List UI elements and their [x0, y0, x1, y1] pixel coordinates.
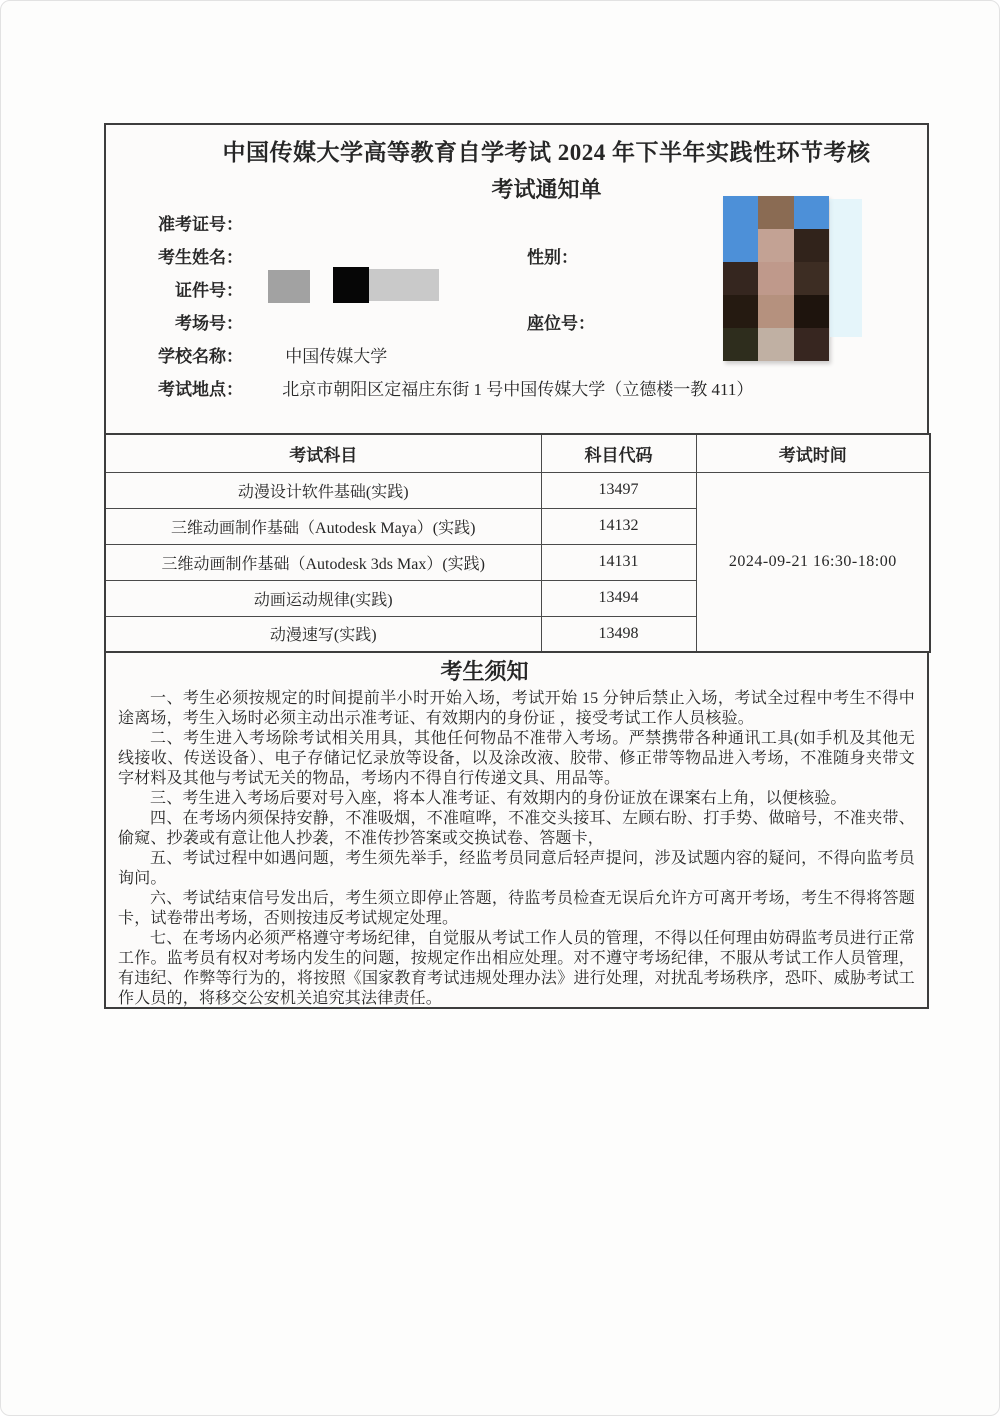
candidate-info-section: [104, 123, 929, 435]
id-no-label: 证件号：: [175, 281, 243, 300]
photo-pixel-cell: [758, 262, 793, 295]
photo-pixel-cell: [723, 328, 758, 361]
header-subject-code: 科目代码: [541, 434, 696, 472]
photo-pixel-cell: [794, 196, 829, 229]
photo-pixel-cell: [794, 229, 829, 262]
photo-pixel-cell: [723, 196, 758, 229]
photo-pixel-cell: [758, 328, 793, 361]
header-exam-subject: 考试科目: [105, 434, 541, 472]
notice-paragraph: 五、考试过程中如遇问题，考生须先举手，经监考员同意后轻声提问，涉及试题内容的疑问，不得向监考员询问。: [118, 850, 915, 887]
scan-artifact-tint: [830, 199, 862, 337]
photo-pixel-cell: [758, 196, 793, 229]
subject-cell: 三维动画制作基础（Autodesk Maya）(实践): [105, 508, 541, 544]
notice-paragraph: 一、考生必须按规定的时间提前半小时开始入场，考试开始 15 分钟后禁止入场，考试全过程中考生不得中途离场，考生入场时必须主动出示准考证、有效期内的身份证 ，接受考试工作人员核验。: [118, 690, 915, 727]
code-cell: 14131: [541, 544, 696, 580]
exam-time-cell: 2024-09-21 16:30-18:00: [696, 472, 930, 652]
notice-paragraph: 七、在考场内必须严格遵守考场纪律，自觉服从考试工作人员的管理，不得以任何理由妨碍监考员进行正常工作。监考员有权对考场内发生的问题，按规定作出相应处理。对不遵守考场纪律，不服从考试工作人员管理，有违纪、作弊等行为的，将按照《国家教育考试违规处理办法》进行处理，对扰乱考场秩序，恐吓、威胁考试工作人员的，将移交公安机关追究其法律责任。: [118, 930, 915, 1007]
redaction-box-light: [369, 269, 439, 301]
candidate-photo: [723, 196, 829, 361]
field-row-seat: [527, 309, 633, 333]
header-exam-time: 考试时间: [696, 434, 930, 472]
notice-paragraph: 四、在考场内须保持安静，不准吸烟，不准喧哗，不准交头接耳、左顾右盼、打手势、做暗号，不准夹带、偷窥、抄袭或有意让他人抄袭，不准传抄答案或交换试卷、答题卡，: [118, 810, 915, 847]
candidate-name-label: 考生姓名：: [158, 248, 243, 267]
field-row-location: [106, 375, 753, 399]
field-row-name: [106, 243, 281, 267]
table-header-row: [105, 434, 930, 472]
table-row: [105, 472, 930, 508]
school-name-label: 学校名称：: [158, 347, 243, 366]
photo-pixel-cell: [723, 229, 758, 262]
photo-pixel-cell: [794, 328, 829, 361]
seat-no-label: 座位号：: [527, 314, 595, 333]
document-subtitle: 考试通知单: [491, 177, 602, 202]
field-row-gender: [527, 243, 616, 267]
field-row-id-no: [106, 276, 243, 300]
photo-pixel-cell: [758, 229, 793, 262]
admission-no-label: 准考证号：: [158, 215, 243, 234]
subject-cell: 动画运动规律(实践): [105, 580, 541, 616]
redaction-box-gray: [268, 270, 310, 303]
subject-cell: 三维动画制作基础（Autodesk 3ds Max）(实践): [105, 544, 541, 580]
exam-location-label: 考试地点：: [158, 380, 243, 399]
field-row-admission-no: [106, 210, 281, 234]
notice-paragraph: 二、考生进入考场除考试相关用具，其他任何物品不准带入考场。严禁携带各种通讯工具(如手机及其他无线接收、传送设备）、电子存储记忆录放等设备，以及涂改液、胶带、修正带等物品进入考场，不准随身夹带文字材料及其他与考试无关的物品，考场内不得自行传递文具、用品等。: [118, 730, 915, 787]
school-name-value: 中国传媒大学: [285, 347, 388, 366]
exam-room-label: 考场号：: [175, 314, 243, 333]
photo-pixel-cell: [758, 295, 793, 328]
photo-pixel-cell: [794, 295, 829, 328]
notice-paragraph: 三、考生进入考场后要对号入座，将本人准考证、有效期内的身份证放在课案右上角，以便核验。: [150, 790, 847, 807]
notice-heading: 考生须知: [440, 659, 529, 684]
photo-pixel-cell: [794, 262, 829, 295]
candidate-notice-section: [104, 651, 929, 1009]
exam-notice-document: [104, 123, 929, 1009]
document-title: 中国传媒大学高等教育自学考试 2024 年下半年实践性环节考核: [222, 140, 871, 165]
field-row-room: [106, 309, 281, 333]
subject-cell: 动漫速写(实践): [105, 616, 541, 652]
photo-pixel-cell: [723, 262, 758, 295]
code-cell: 13498: [541, 616, 696, 652]
code-cell: 13494: [541, 580, 696, 616]
exam-subjects-table: [104, 433, 931, 653]
redaction-box-black: [333, 267, 369, 303]
photo-pixel-cell: [723, 295, 758, 328]
exam-location-value: 北京市朝阳区定福庄东街 1 号中国传媒大学（立德楼一教 411）: [282, 380, 754, 399]
notice-body: [118, 689, 915, 1009]
field-row-school: [106, 342, 387, 366]
notice-paragraph: 六、考试结束信号发出后，考生须立即停止答题，待监考员检查无误后允许方可离开考场，考生不得将答题卡，试卷带出考场，否则按违反考试规定处理。: [118, 890, 915, 927]
subject-cell: 动漫设计软件基础(实践): [105, 472, 541, 508]
code-cell: 13497: [541, 472, 696, 508]
document-titles: [136, 125, 957, 205]
gender-label: 性别：: [527, 248, 578, 267]
code-cell: 14132: [541, 508, 696, 544]
